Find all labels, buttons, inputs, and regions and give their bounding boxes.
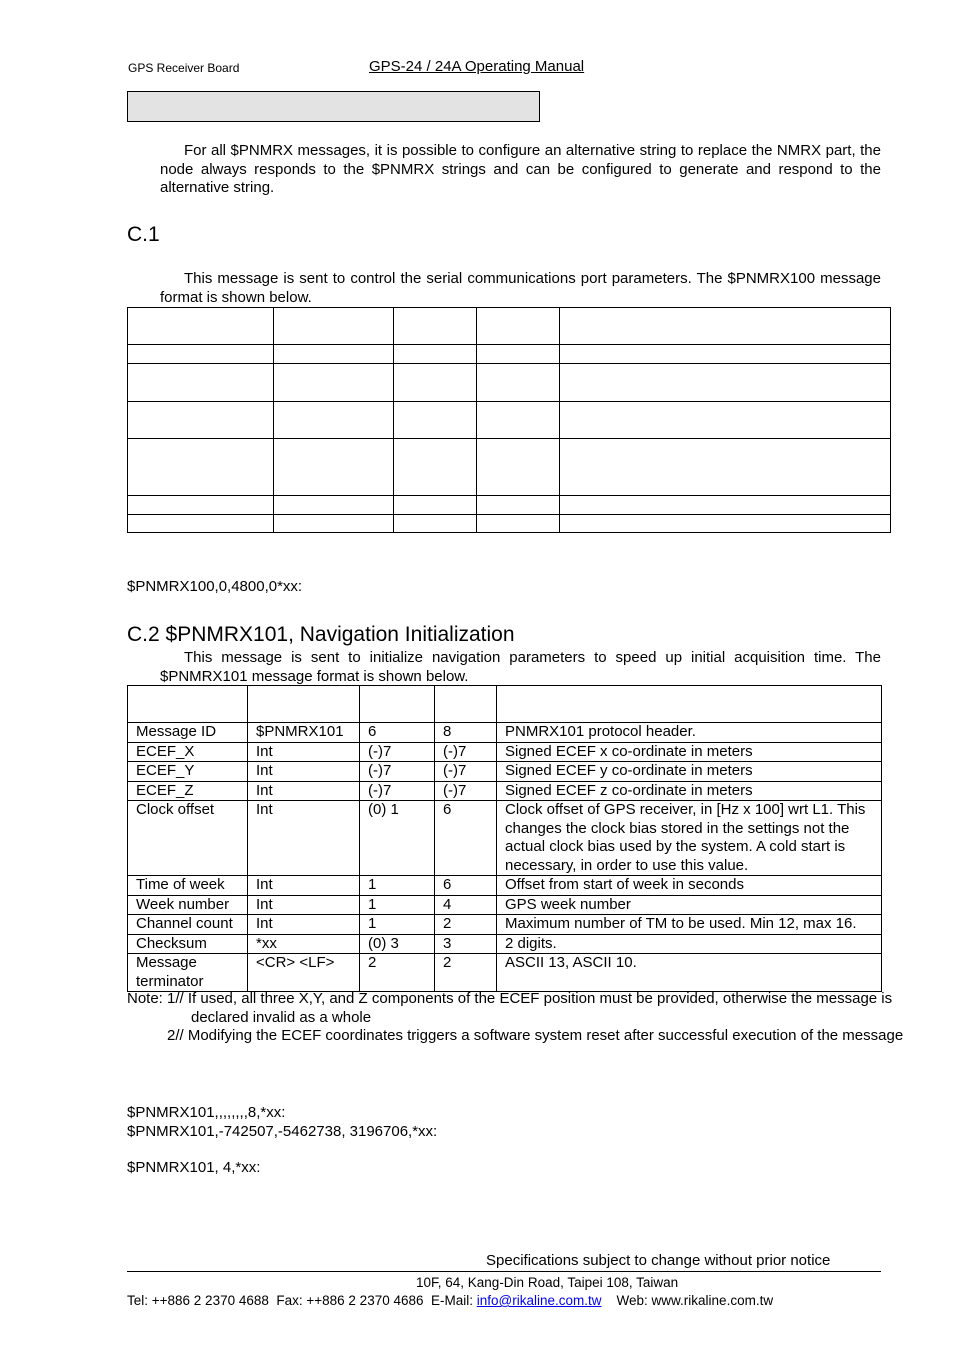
section-c2-heading: C.2 $PNMRX101, Navigation Initialization xyxy=(127,623,515,646)
table-cell: GPS week number xyxy=(497,895,882,915)
c1-example: $PNMRX100,0,4800,0*xx: xyxy=(127,578,303,595)
table-cell: Signed ECEF x co-ordinate in meters xyxy=(497,742,882,762)
table-cell: PNMRX101 protocol header. xyxy=(497,723,882,743)
table-cell: *xx xyxy=(248,934,360,954)
table-cell: Checksum xyxy=(128,934,248,954)
table-cell: Message terminator xyxy=(128,954,248,992)
table-cell: Time of week xyxy=(128,876,248,896)
table-cell: ASCII 13, ASCII 10. xyxy=(497,954,882,992)
table-cell: (-)7 xyxy=(435,762,497,782)
table-row xyxy=(128,496,891,515)
table-row xyxy=(128,934,882,954)
table-cell: Offset from start of week in seconds xyxy=(497,876,882,896)
table-row xyxy=(128,364,891,402)
table-cell: Int xyxy=(248,801,360,876)
note-1: Note: 1// If used, all three X,Y, and Z components of the ECEF position must be provided, otherwise the message is declared invalid as a whole xyxy=(127,990,893,1026)
table-cell: (-)7 xyxy=(435,742,497,762)
header-left: GPS Receiver Board xyxy=(128,61,240,75)
footer-address: 10F, 64, Kang-Din Road, Taipei 108, Taiwan xyxy=(416,1275,679,1290)
table-cell: Clock offset of GPS receiver, in [Hz x 100] wrt L1. This changes the clock bias stored in the settings not the actual clock bias used by the system. A cold start is necessary, in order to use this value. xyxy=(497,801,882,876)
section-c2-text: This message is sent to initialize navigation parameters to speed up initial acquisition time. The $PNMRX101 message format is shown below. xyxy=(160,649,881,685)
table-cell: Signed ECEF y co-ordinate in meters xyxy=(497,762,882,782)
table-cell: (-)7 xyxy=(360,762,435,782)
table-cell: 6 xyxy=(435,801,497,876)
note-2: 2// Modifying the ECEF coordinates triggers a software system reset after successful execution of the message xyxy=(167,1027,904,1044)
intro-paragraph: For all $PNMRX messages, it is possible to configure an alternative string to replace the NMRX part, the node always responds to the $PNMRX strings and can be configured to generate and respond to the alternative string. xyxy=(160,142,881,196)
table-cell: <CR> <LF> xyxy=(248,954,360,992)
table-cell: ECEF_Y xyxy=(128,762,248,782)
table-cell: 6 xyxy=(435,876,497,896)
table-cell: Maximum number of TM to be used. Min 12, max 16. xyxy=(497,915,882,935)
table-row xyxy=(128,723,882,743)
table-cell: 1 xyxy=(360,895,435,915)
table-cell: (-)7 xyxy=(360,781,435,801)
pnmrx100-table xyxy=(127,307,891,533)
table-cell: $PNMRX101 xyxy=(248,723,360,743)
table-row xyxy=(128,954,882,992)
section-c1-heading: C.1 xyxy=(127,223,160,246)
table-cell: (0) 3 xyxy=(360,934,435,954)
table-row xyxy=(128,895,882,915)
footer-web-text: Web: www.rikaline.com.tw xyxy=(616,1293,774,1308)
c2-example-1: $PNMRX101,,,,,,,,8,*xx: xyxy=(127,1104,286,1121)
footer-web xyxy=(602,1293,774,1308)
table-row xyxy=(128,439,891,496)
table-row xyxy=(128,515,891,533)
table-cell: 2 xyxy=(360,954,435,992)
table-cell: Int xyxy=(248,781,360,801)
table-cell: 2 xyxy=(435,915,497,935)
table-cell: (-)7 xyxy=(360,742,435,762)
pnmrx101-table xyxy=(127,685,882,992)
table-row xyxy=(128,345,891,364)
table-header-row xyxy=(128,686,882,723)
footer-email-link[interactable]: info@rikaline.com.tw xyxy=(476,1293,602,1308)
section-c1-text: This message is sent to control the serial communications port parameters. The $PNMRX100 message format is shown below. xyxy=(160,270,881,306)
table-cell: 2 xyxy=(435,954,497,992)
table-cell: Int xyxy=(248,762,360,782)
table-row xyxy=(128,742,882,762)
table-cell: Int xyxy=(248,895,360,915)
c2-example-3: $PNMRX101, 4,*xx: xyxy=(127,1159,261,1176)
footer-contact-text: Tel: ++886 2 2370 4688 Fax: ++886 2 2370 4686 E-Mail: xyxy=(127,1293,477,1308)
table-row xyxy=(128,876,882,896)
table-cell: ECEF_Z xyxy=(128,781,248,801)
footer-contact xyxy=(127,1293,773,1308)
table-cell: (0) 1 xyxy=(360,801,435,876)
table-row xyxy=(128,402,891,439)
table-cell: 2 digits. xyxy=(497,934,882,954)
table-cell: 4 xyxy=(435,895,497,915)
table-row xyxy=(128,801,882,876)
table-cell: Week number xyxy=(128,895,248,915)
table-row xyxy=(128,915,882,935)
table-cell: Channel count xyxy=(128,915,248,935)
header-title: GPS-24 / 24A Operating Manual xyxy=(369,58,585,75)
table-cell: Signed ECEF z co-ordinate in meters xyxy=(497,781,882,801)
table-row xyxy=(128,762,882,782)
table-row xyxy=(128,781,882,801)
table-cell: 1 xyxy=(360,915,435,935)
table-cell: Clock offset xyxy=(128,801,248,876)
table-row xyxy=(128,308,891,345)
table-cell: 8 xyxy=(435,723,497,743)
c2-example-2: $PNMRX101,-742507,-5462738, 3196706,*xx: xyxy=(127,1123,438,1140)
table-cell: 6 xyxy=(360,723,435,743)
table-cell: Int xyxy=(248,915,360,935)
footer-divider xyxy=(127,1271,881,1272)
table-cell: Int xyxy=(248,742,360,762)
table-cell: ECEF_X xyxy=(128,742,248,762)
table-cell: 3 xyxy=(435,934,497,954)
table-cell: Message ID xyxy=(128,723,248,743)
table-cell: Int xyxy=(248,876,360,896)
table-cell: 1 xyxy=(360,876,435,896)
section-banner xyxy=(127,91,540,122)
footer-notice: Specifications subject to change without prior notice xyxy=(486,1252,831,1269)
table-cell: (-)7 xyxy=(435,781,497,801)
